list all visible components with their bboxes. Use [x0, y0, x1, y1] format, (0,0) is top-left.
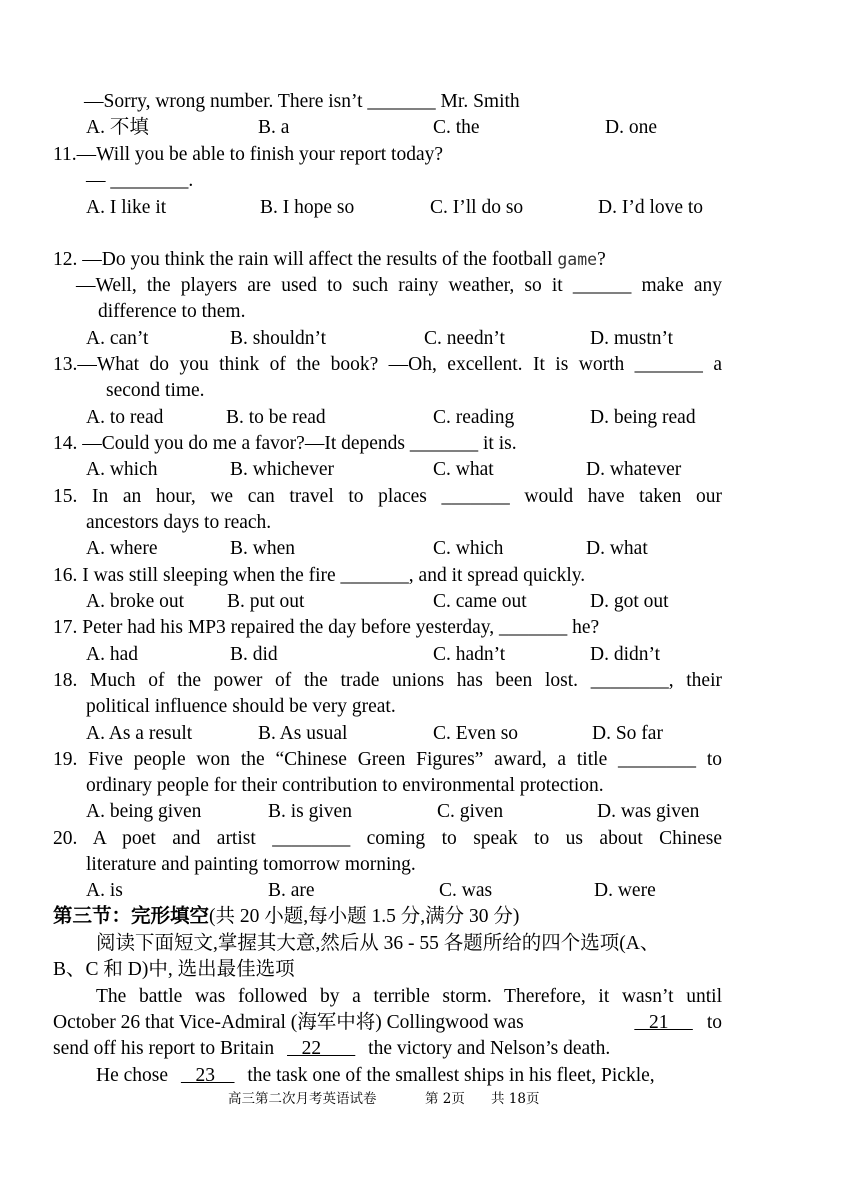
q19-option-a: A. being given — [86, 801, 202, 822]
q16-option-b: B. put out — [227, 591, 305, 612]
q20-stem-cont: literature and painting tomorrow morning. — [86, 854, 416, 875]
q12-stem — [53, 248, 606, 272]
q13-option-d: D. being read — [590, 407, 696, 428]
q10-option-b: B. a — [258, 117, 290, 138]
q10-option-c: C. the — [433, 117, 480, 138]
q20-option-a: A. is — [86, 880, 123, 901]
q15-option-c: C. which — [433, 538, 504, 559]
q11-option-a: A. I like it — [86, 197, 167, 218]
q12-stem-text: 12. —Do you think the rain will affect the results of the football — [53, 249, 553, 270]
q11-option-b: B. I hope so — [260, 197, 355, 218]
q14-option-d: D. whatever — [586, 459, 682, 480]
q13-option-b: B. to be read — [226, 407, 326, 428]
q11-stem: 11.—Will you be able to finish your report today? — [53, 144, 444, 165]
q14-option-c: C. what — [433, 459, 494, 480]
q12-option-c: C. needn’t — [424, 328, 505, 349]
q17-option-a: A. had — [86, 644, 138, 665]
q15-stem: 15. In an hour, we can travel to places _______ would have taken our — [53, 486, 722, 507]
q15-stem-cont: ancestors days to reach. — [86, 512, 272, 533]
passage-line-4-text: He chose — [96, 1065, 169, 1086]
section-heading-rest: (共 20 小题,每小题 1.5 分,满分 30 分) — [209, 906, 520, 927]
q10-line: —Sorry, wrong number. There isn’t _______ Mr. Smith — [84, 91, 520, 112]
footer-title: 高三第二次月考英语试卷 — [228, 1091, 377, 1107]
q20-option-c: C. was — [439, 880, 493, 901]
q15-option-d: D. what — [586, 538, 648, 559]
q12-option-a: A. can’t — [86, 328, 149, 349]
q12-stem-word: game — [557, 250, 598, 269]
passage-line-1: The battle was followed by a terrible storm. Therefore, it wasn’t until — [96, 986, 722, 1007]
section-heading — [53, 905, 519, 929]
q12-option-d: D. mustn’t — [590, 328, 674, 349]
passage-line-3-text: send off his report to Britain — [53, 1038, 275, 1059]
q17-stem: 17. Peter had his MP3 repaired the day before yesterday, _______ he? — [53, 617, 600, 638]
passage-line-2-end: to — [706, 1012, 722, 1033]
passage-line-3-end: the victory and Nelson’s death. — [368, 1038, 611, 1059]
q18-option-a: A. As a result — [86, 723, 193, 744]
q11-response: — ________. — [86, 170, 194, 191]
blank-21: 21 — [634, 1012, 693, 1033]
q16-option-d: D. got out — [590, 591, 669, 612]
q14-stem: 14. —Could you do me a favor?—It depends _______ it is. — [53, 433, 517, 454]
q15-option-a: A. where — [86, 538, 158, 559]
q19-option-b: B. is given — [268, 801, 352, 822]
q18-stem: 18. Much of the power of the trade unions has been lost. ________, their — [53, 670, 722, 691]
q20-option-d: D. were — [594, 880, 656, 901]
footer-page-number: 第 2页 — [425, 1091, 465, 1107]
q12-option-b: B. shouldn’t — [230, 328, 327, 349]
q18-option-d: D. So far — [592, 723, 663, 744]
q18-option-b: B. As usual — [258, 723, 348, 744]
passage-line-2 — [53, 1011, 722, 1035]
passage-line-2-text: October 26 that Vice-Admiral (海军中将) Collingwood was — [53, 1012, 524, 1033]
q13-option-c: C. reading — [433, 407, 515, 428]
q20-stem: 20. A poet and artist ________ coming to speak to us about Chinese — [53, 828, 722, 849]
section-instructions-cont: B、C 和 D)中, 选出最佳选项 — [53, 959, 295, 980]
q12-stem-end: ? — [597, 249, 606, 270]
q14-option-b: B. whichever — [230, 459, 334, 480]
passage-line-4-end: the task one of the smallest ships in his fleet, Pickle, — [247, 1065, 655, 1086]
q13-stem-cont: second time. — [106, 380, 205, 401]
q17-option-c: C. hadn’t — [433, 644, 506, 665]
q18-stem-cont: political influence should be very great. — [86, 696, 396, 717]
passage-line-3 — [53, 1037, 610, 1061]
q15-option-b: B. when — [230, 538, 295, 559]
q16-stem: 16. I was still sleeping when the fire _______, and it spread quickly. — [53, 565, 586, 586]
footer-total-pages: 共 18页 — [491, 1091, 540, 1107]
q11-option-d: D. I’d love to — [598, 197, 704, 218]
q10-option-a: A. 不填 — [86, 117, 149, 138]
section-instructions: 阅读下面短文,掌握其大意,然后从 36 - 55 各题所给的四个选项(A、 — [96, 933, 660, 954]
passage-line-4 — [96, 1064, 655, 1088]
q18-option-c: C. Even so — [433, 723, 519, 744]
q13-stem: 13.—What do you think of the book? —Oh, excellent. It is worth _______ a — [53, 354, 722, 375]
q10-option-d: D. one — [605, 117, 657, 138]
blank-23: 23 — [180, 1065, 235, 1086]
q19-stem: 19. Five people won the “Chinese Green Figures” award, a title ________ to — [53, 749, 722, 770]
q20-option-b: B. are — [268, 880, 315, 901]
q13-option-a: A. to read — [86, 407, 164, 428]
q11-option-c: C. I’ll do so — [430, 197, 524, 218]
q16-option-c: C. came out — [433, 591, 527, 612]
section-heading-bold: 第三节：完形填空 — [53, 906, 210, 927]
q12-response: —Well, the players are used to such rainy weather, so it ______ make any — [76, 275, 722, 296]
q12-response-cont: difference to them. — [98, 301, 246, 322]
q19-option-d: D. was given — [597, 801, 700, 822]
q19-stem-cont: ordinary people for their contribution to environmental protection. — [86, 775, 604, 796]
q14-option-a: A. which — [86, 459, 158, 480]
blank-22: 22 — [287, 1038, 356, 1059]
q16-option-a: A. broke out — [86, 591, 185, 612]
q19-option-c: C. given — [437, 801, 504, 822]
q17-option-d: D. didn’t — [590, 644, 661, 665]
q17-option-b: B. did — [230, 644, 278, 665]
